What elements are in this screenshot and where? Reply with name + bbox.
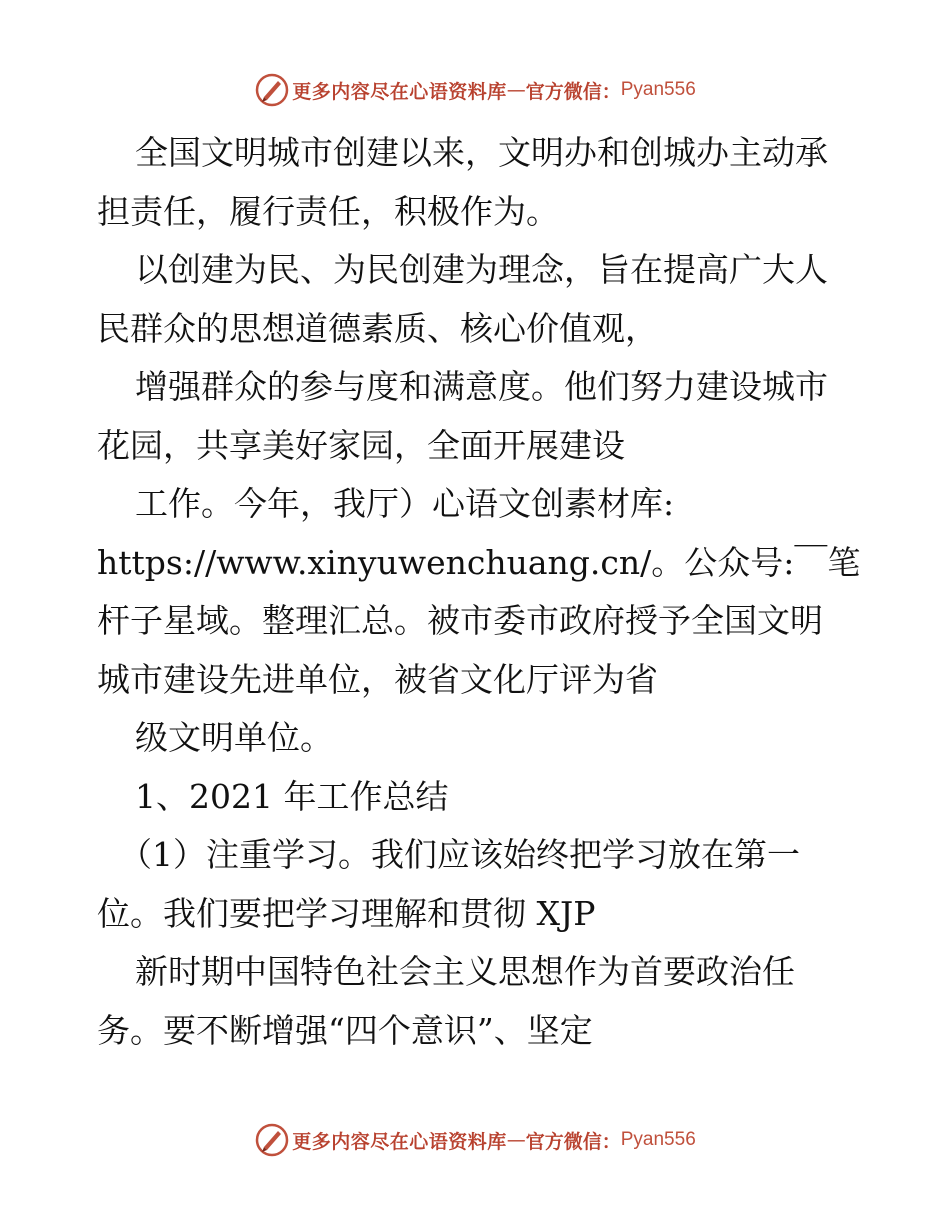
document-body	[97, 124, 867, 1060]
pen-logo-icon	[254, 1122, 290, 1158]
watermark-brand-text: 更多内容尽在心语资料库	[292, 80, 507, 103]
footer-watermark	[0, 1120, 950, 1160]
header-watermark	[0, 70, 950, 110]
body-line: 担责任，履行责任，积极作为。	[97, 191, 559, 231]
body-line: 工作。今年，我厅）心语文创素材库:	[135, 484, 675, 523]
watermark-official-label: 官方微信：	[525, 1130, 621, 1153]
body-line: 务。要不断增强“四个意识”、坚定	[97, 1010, 593, 1050]
watermark-account-id: Pyan556	[620, 79, 696, 100]
body-line: 杆子星域。整理汇总。被市委市政府授予全国文明	[97, 601, 823, 640]
body-line: 位。我们要把学习理解和贯彻 XJP	[97, 893, 596, 933]
body-line: 全国文明城市创建以来，文明办和创城办主动承	[135, 133, 828, 172]
body-line: 增强群众的参与度和满意度。他们努力建设城市	[135, 367, 828, 406]
watermark-official-label: 官方微信：	[525, 80, 621, 103]
watermark-account-id: Pyan556	[620, 1129, 696, 1150]
body-line: 城市建设先进单位，被省文化厅评为省	[97, 659, 658, 699]
pen-logo-icon	[254, 72, 290, 108]
body-line: 级文明单位。	[135, 718, 333, 757]
body-line-url: https://www.xinyuwenchuang.cn/。公众号:￣笔	[97, 542, 861, 582]
watermark-brand-text: 更多内容尽在心语资料库	[292, 1130, 507, 1153]
watermark-separator: —	[506, 1129, 526, 1151]
body-line: 花园，共享美好家园，全面开展建设	[97, 425, 625, 465]
watermark-separator: —	[506, 79, 526, 101]
body-line: 以创建为民、为民创建为理念，旨在提高广大人	[135, 250, 828, 289]
body-line: （1）注重学习。我们应该始终把学习放在第一	[119, 835, 800, 874]
section-heading: 1、2021 年工作总结	[135, 776, 449, 816]
body-line: 民群众的思想道德素质、核心价值观，	[97, 308, 658, 348]
body-line: 新时期中国特色社会主义思想作为首要政治任	[135, 952, 795, 991]
